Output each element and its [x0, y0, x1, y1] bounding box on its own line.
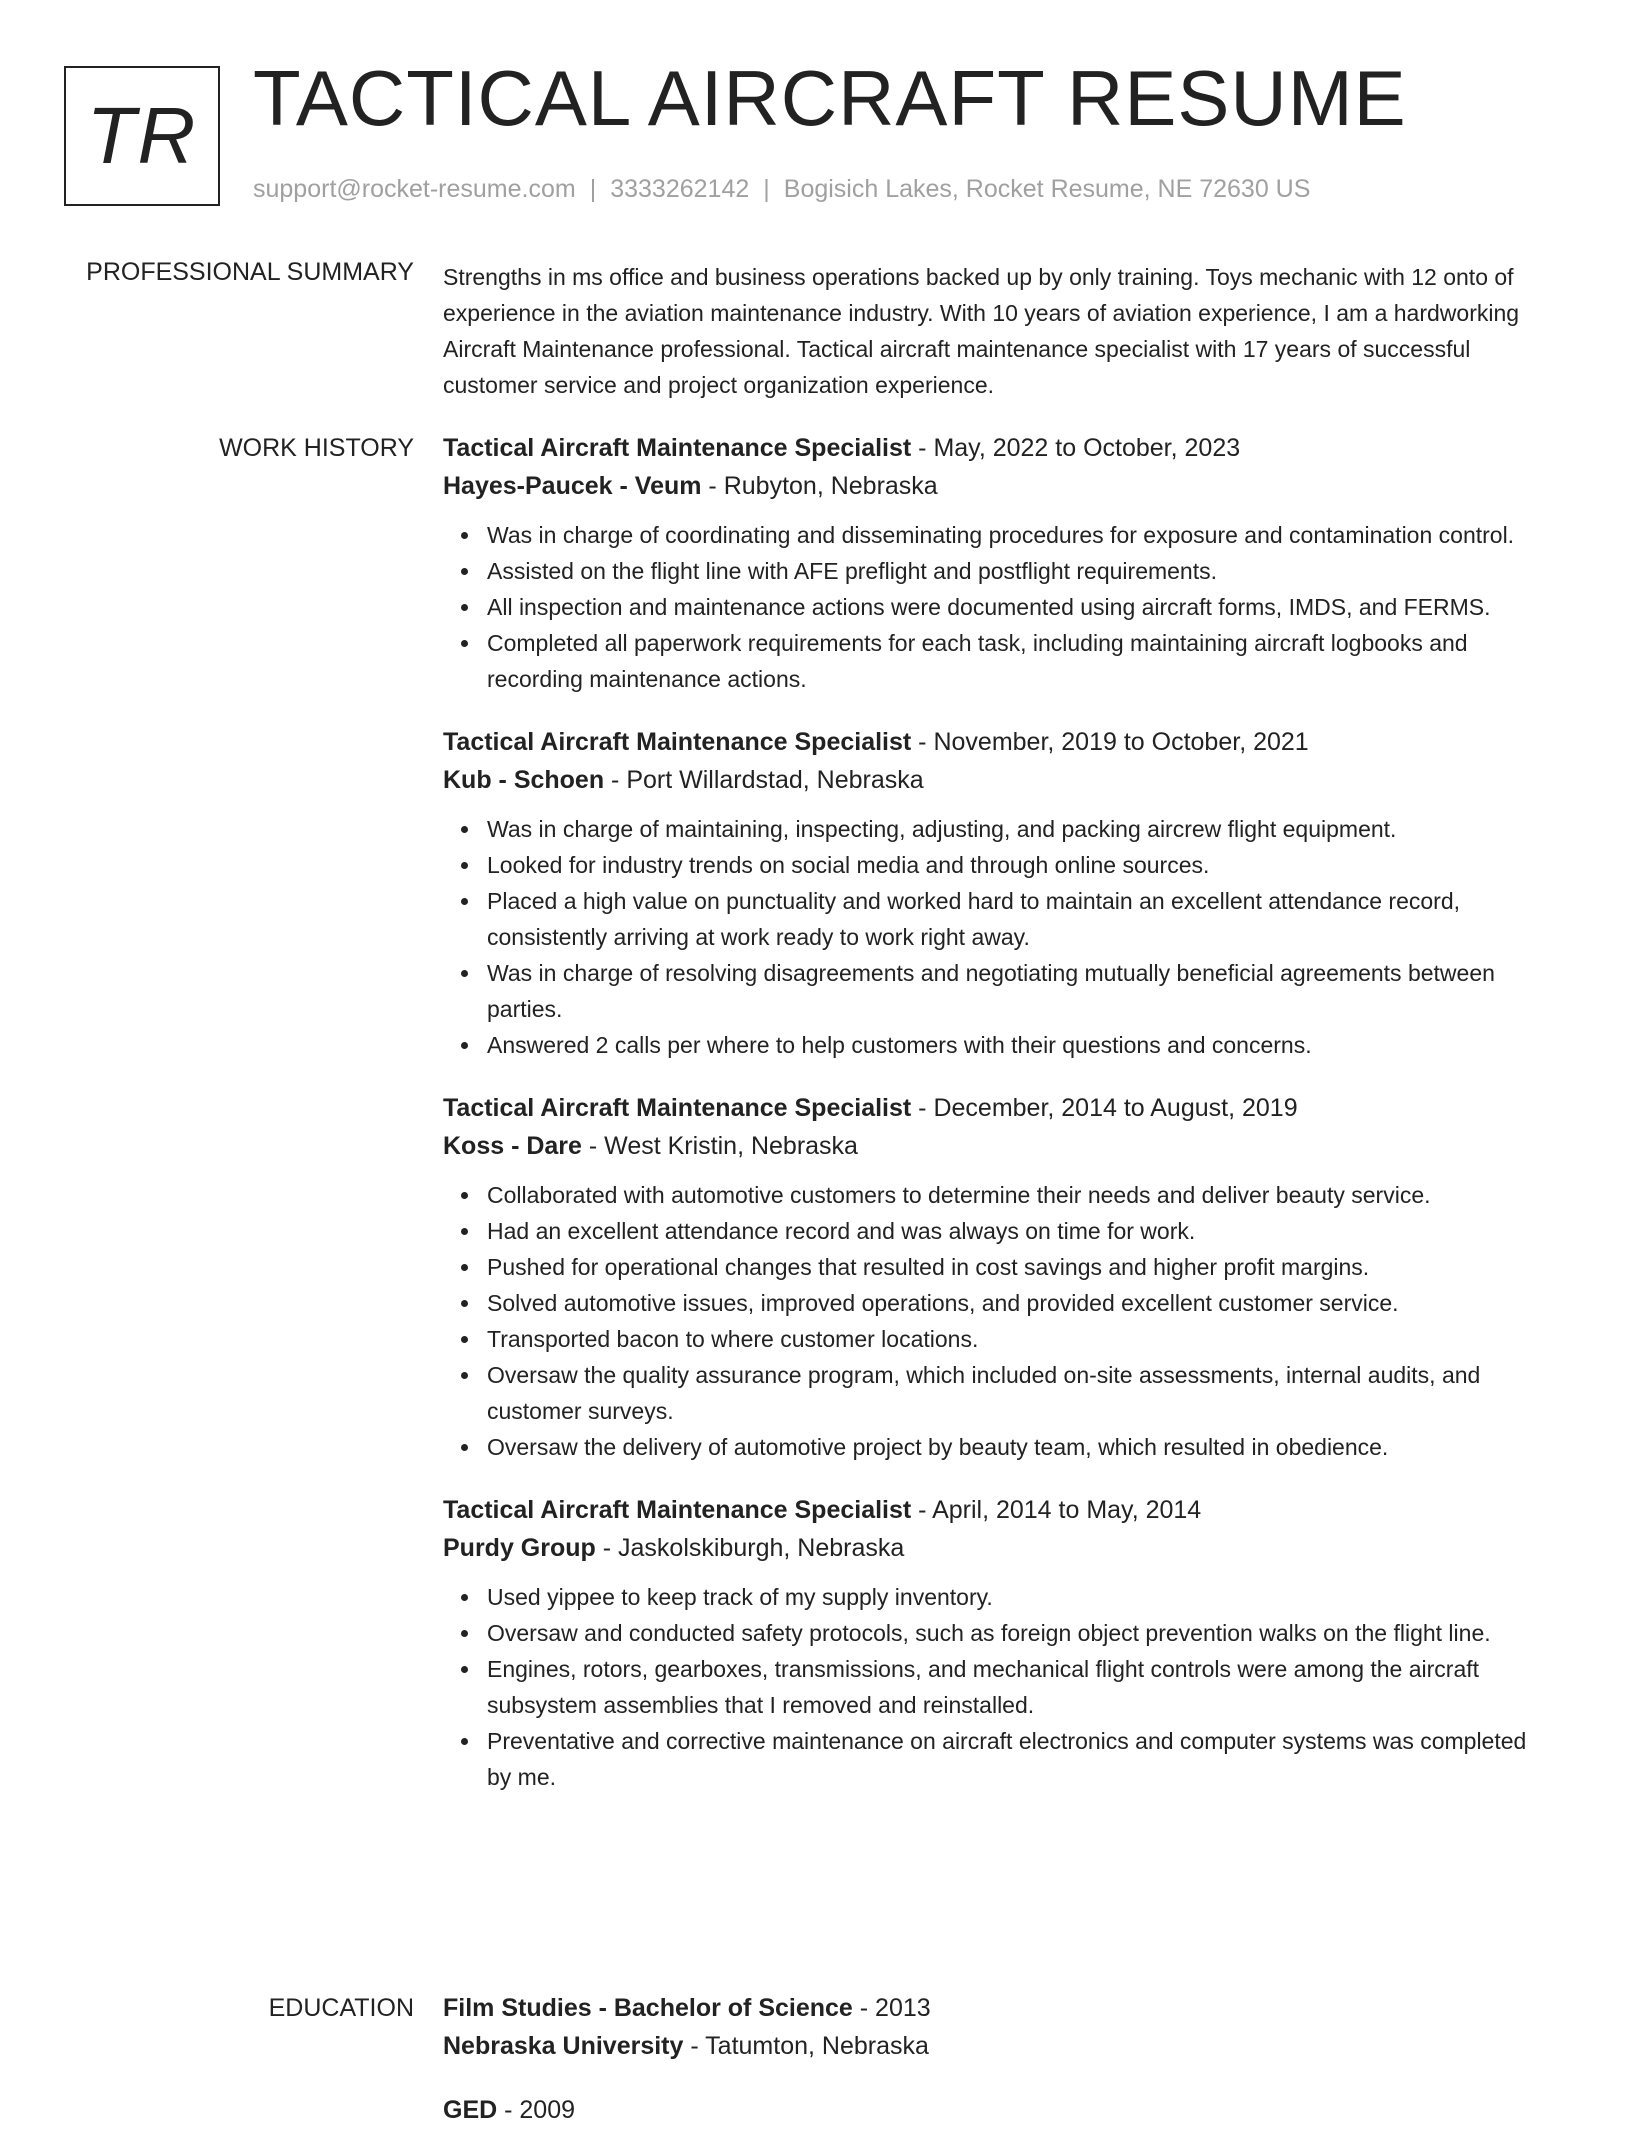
- list-item: Looked for industry trends on social media and through online sources.: [487, 847, 1553, 883]
- school-line: [443, 2027, 1553, 2065]
- summary-body: [443, 259, 1553, 403]
- job-company: Purdy Group: [443, 1534, 596, 1562]
- work-history-body: [443, 429, 1553, 1821]
- job-title: Tactical Aircraft Maintenance Specialist: [443, 1094, 912, 1122]
- list-item: Answered 2 calls per where to help customers with their questions and concerns.: [487, 1027, 1553, 1063]
- job-company: Hayes-Paucek - Veum: [443, 472, 702, 500]
- list-item: Placed a high value on punctuality and worked hard to maintain an excellent attendance record, consistently arriving at work ready to work right away.: [487, 883, 1553, 955]
- list-item: Was in charge of coordinating and disseminating procedures for exposure and contamination control.: [487, 517, 1553, 553]
- list-item: Was in charge of resolving disagreements and negotiating mutually beneficial agreements between parties.: [487, 955, 1553, 1027]
- job-entry: [443, 723, 1553, 1063]
- school-name: Nebraska University: [443, 2032, 684, 2060]
- monogram-logo: TR: [64, 66, 220, 206]
- job-title-line: [443, 1089, 1553, 1127]
- list-item: Had an excellent attendance record and was always on time for work.: [487, 1213, 1553, 1249]
- job-dates: - May, 2022 to October, 2023: [911, 434, 1241, 462]
- contact-address: Bogisich Lakes, Rocket Resume, NE 72630 US: [783, 175, 1311, 203]
- section-label-summary: PROFESSIONAL SUMMARY: [86, 258, 414, 286]
- job-dates: - April, 2014 to May, 2014: [911, 1496, 1202, 1524]
- list-item: Collaborated with automotive customers to determine their needs and deliver beauty service.: [487, 1177, 1553, 1213]
- resume-title: TACTICAL AIRCRAFT RESUME: [253, 54, 1407, 142]
- job-company-line: [443, 1529, 1553, 1567]
- section-label-work: WORK HISTORY: [219, 434, 414, 462]
- contact-separator: |: [589, 175, 597, 203]
- job-dates: - November, 2019 to October, 2021: [911, 728, 1309, 756]
- contact-phone[interactable]: 3333262142: [610, 175, 750, 203]
- job-entry: [443, 429, 1553, 697]
- contact-separator: |: [763, 175, 770, 203]
- job-title-line: [443, 723, 1553, 761]
- list-item: Used yippee to keep track of my supply inventory.: [487, 1579, 1553, 1615]
- job-location: - Port Willardstad, Nebraska: [604, 766, 924, 794]
- degree-year: - 2013: [852, 1994, 931, 2022]
- list-item: Oversaw the delivery of automotive project by beauty team, which resulted in obedience.: [487, 1429, 1553, 1465]
- ged-line: [443, 2091, 1553, 2129]
- summary-text: Strengths in ms office and business operations backed up by only training. Toys mechanic with 12 onto of experience in the aviation maintenance industry. With 10 years of aviation experience, I am a hardworking Aircraft Maintenance professional. Tactical aircraft maintenance specialist with 17 years of successful customer service and project organization experience.: [443, 264, 1520, 398]
- job-bullets: [443, 811, 1553, 1063]
- job-location: - West Kristin, Nebraska: [581, 1132, 858, 1160]
- job-title: Tactical Aircraft Maintenance Specialist: [443, 728, 912, 756]
- job-title-line: [443, 1491, 1553, 1529]
- section-label-education: EDUCATION: [268, 1994, 414, 2022]
- list-item: Preventative and corrective maintenance on aircraft electronics and computer systems was completed by me.: [487, 1723, 1553, 1795]
- job-location: - Rubyton, Nebraska: [701, 472, 938, 500]
- job-company-line: [443, 761, 1553, 799]
- list-item: Oversaw and conducted safety protocols, such as foreign object prevention walks on the flight line.: [487, 1615, 1553, 1651]
- job-company: Kub - Schoen: [443, 766, 605, 794]
- job-bullets: [443, 1579, 1553, 1795]
- list-item: Oversaw the quality assurance program, which included on-site assessments, internal audits, and customer surveys.: [487, 1357, 1553, 1429]
- contact-email[interactable]: support@rocket-resume.com: [253, 175, 576, 203]
- list-item: Pushed for operational changes that resulted in cost savings and higher profit margins.: [487, 1249, 1553, 1285]
- job-company-line: [443, 1127, 1553, 1165]
- list-item: Completed all paperwork requirements for each task, including maintaining aircraft logbooks and recording maintenance actions.: [487, 625, 1553, 697]
- job-entry: [443, 1491, 1553, 1795]
- ged-label: GED: [443, 2096, 498, 2124]
- list-item: Solved automotive issues, improved operations, and provided excellent customer service.: [487, 1285, 1553, 1321]
- list-item: Was in charge of maintaining, inspecting, adjusting, and packing aircrew flight equipment.: [487, 811, 1553, 847]
- job-entry: [443, 1089, 1553, 1465]
- contact-line: [253, 175, 1310, 204]
- job-dates: - December, 2014 to August, 2019: [911, 1094, 1298, 1122]
- job-location: - Jaskolskiburgh, Nebraska: [595, 1534, 905, 1562]
- job-company: Koss - Dare: [443, 1132, 582, 1160]
- ged-year: - 2009: [497, 2096, 576, 2124]
- degree-name: Film Studies - Bachelor of Science: [443, 1994, 853, 2022]
- job-company-line: [443, 467, 1553, 505]
- school-location: - Tatumton, Nebraska: [683, 2032, 929, 2060]
- list-item: All inspection and maintenance actions were documented using aircraft forms, IMDS, and FERMS.: [487, 589, 1553, 625]
- education-body: [443, 1989, 1553, 2129]
- degree-line: [443, 1989, 1553, 2027]
- job-bullets: [443, 1177, 1553, 1465]
- job-title-line: [443, 429, 1553, 467]
- job-title: Tactical Aircraft Maintenance Specialist: [443, 434, 912, 462]
- job-bullets: [443, 517, 1553, 697]
- job-title: Tactical Aircraft Maintenance Specialist: [443, 1496, 912, 1524]
- list-item: Transported bacon to where customer locations.: [487, 1321, 1553, 1357]
- list-item: Engines, rotors, gearboxes, transmissions, and mechanical flight controls were among the aircraft subsystem assemblies that I removed and reinstalled.: [487, 1651, 1553, 1723]
- list-item: Assisted on the flight line with AFE preflight and postflight requirements.: [487, 553, 1553, 589]
